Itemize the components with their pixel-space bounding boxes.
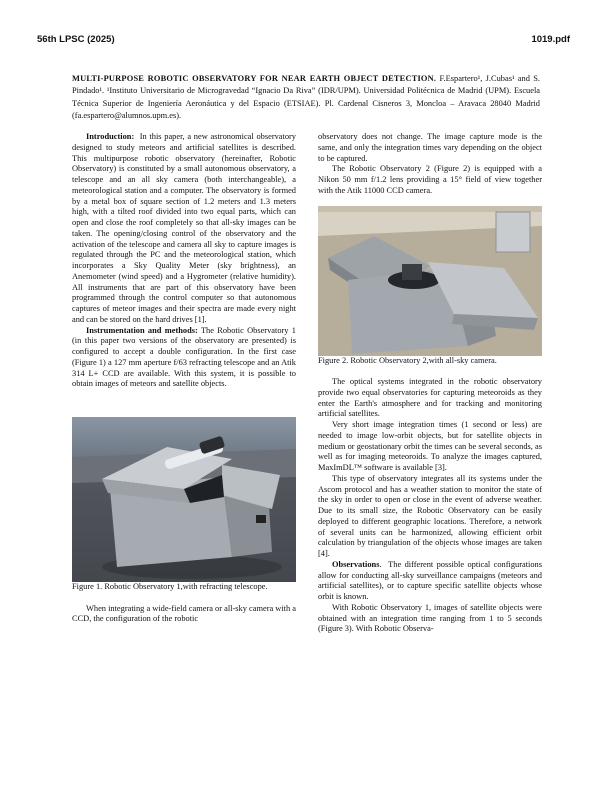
methods-paragraph bbox=[72, 326, 296, 391]
intro-heading: Introduction: bbox=[86, 132, 135, 141]
paper-title: MULTI-PURPOSE ROBOTIC OBSERVATORY FOR NEAR EARTH OBJECT DETECTION. bbox=[72, 74, 437, 83]
paper-affiliation: ¹Instituto Universitario de Microgravedad “Ignacio Da Riva” (IDR/UPM). Universidad Politécnica de Madrid (UPM). Escuela Técnica Superior de Ingeniería Aeronáutica y del Espacio (ETSIAE). Pl. Cardenal Cisneros 3, Moncloa – Aravaca 28040 Madrid (fa.espartero@alumnos.upm.es). bbox=[72, 86, 540, 121]
figure-2-caption: Figure 2. Robotic Observatory 2,with all-sky camera. bbox=[318, 355, 497, 365]
paper-authors: F.Espartero¹, J.Cubas¹ and S. Pindado¹. bbox=[72, 74, 540, 96]
integration-times-paragraph: Very short image integration times (1 second or less) are needed to image low-orbit objects, but for satellite objects in medium or geostationary orbit the times can be several seconds, as well as for imaging meteoroids. To analyze the images captured, MaxImDL™ software is available [3]. bbox=[318, 420, 542, 472]
ascom-paragraph: This type of observatory integrates all its systems under the Ascom protocol and has a weather station to monitor the state of the sky in order to open or close in the event of adverse weather. Due to its small size, the Robotic Observatory can be easily deployed to different geographic locations. Therefore, a network of several units can be harmonized, allowing efficient orbit calculation by triangulation of the objects whose images are taken [4]. bbox=[318, 473, 542, 558]
running-header-left: 56th LPSC (2025) bbox=[37, 34, 115, 45]
intro-paragraph bbox=[72, 132, 296, 326]
figure-2-photo bbox=[318, 206, 542, 356]
methods-heading: Instrumentation and methods: bbox=[86, 325, 198, 335]
observatory-2-paragraph: The Robotic Observatory 2 (Figure 2) is equipped with a Nikon 50 mm f/1.2 lens providing a 15° field of view together with the Atik 11000 CCD camera. bbox=[318, 164, 542, 195]
figure-1-photo bbox=[72, 417, 296, 582]
left-column bbox=[72, 132, 296, 625]
optical-systems-paragraph: The optical systems integrated in the robotic observatory provide two equal observatories for capturing meteoroids as they enter the Earth's atmosphere and for tracking and monitoring artificial satellites. bbox=[318, 377, 542, 419]
observations-body: The different possible optical configurations allow for conducting all-sky surveillance campaigns (meteors and artificial satellites), or to capture specific satellite objects whose orbit is known. bbox=[318, 559, 542, 601]
observations-heading: Observations bbox=[332, 559, 380, 569]
right-column bbox=[318, 132, 542, 635]
left-last-paragraph: When integrating a wide-field camera or all-sky camera with a CCD, the configuration of the robotic bbox=[72, 603, 296, 624]
right-continued-paragraph: observatory does not change. The image capture mode is the same, and only the integration times vary depending on the object to be captured. bbox=[318, 132, 542, 163]
methods-body: The Robotic Observatory 1 (in this paper two versions of the observatory are presented) is configured to accept a double configuration. In the first case (Figure 1) a 127 mm aperture f/63 refracting telescope and an Atik 314 L+ CCD are available. With this system, it is possible to obtain images of meteors and satellite objects. bbox=[72, 325, 296, 389]
observatory-1-results-paragraph: With Robotic Observatory 1, images of satellite objects were obtained with an integration time ranging from 1 to 5 seconds (Figure 3). With Robotic Observa- bbox=[318, 602, 542, 634]
figure-1-caption: Figure 1. Robotic Observatory 1,with refracting telescope. bbox=[72, 582, 268, 591]
observations-paragraph: Observations. The different possible optical configurations allow for conducting all-sky surveillance campaigns (meteors and artificial satellites), or to capture specific satellite objects whose orbit is known. bbox=[318, 559, 542, 601]
running-header-right: 1019.pdf bbox=[531, 34, 570, 45]
intro-body: In this paper, a new astronomical observatory designed to study meteors and artificial satellites is described. This multipurpose robotic observatory (hereinafter, Robotic Observatory) is constituted by a small autonomous observatory, a telescope and an all sky camera (both interchangeable), a meteorological station and a computer. The observatory is formed by a metal box of square section of 1.2 meters and 1.3 meters high, with a tilted roof divided into two equal parts, which can open and close the roof completely so that all-sky images can be taken. The opening/closing control of the observatory and the activation of the telescope and camera all sky to capture images is regulated through the PC and the meteorological station, which incorporates a Sky Quality Meter (sky brightness), an Anemometer (wind speed) and a Hygrometer (relative humidity). All instruments that are part of this observatory have been programmed through the control computer so that autonomous captures of meteor images and their spectra are made every night and can be stored on the hard drives [1]. bbox=[72, 132, 296, 324]
title-block bbox=[72, 73, 540, 123]
